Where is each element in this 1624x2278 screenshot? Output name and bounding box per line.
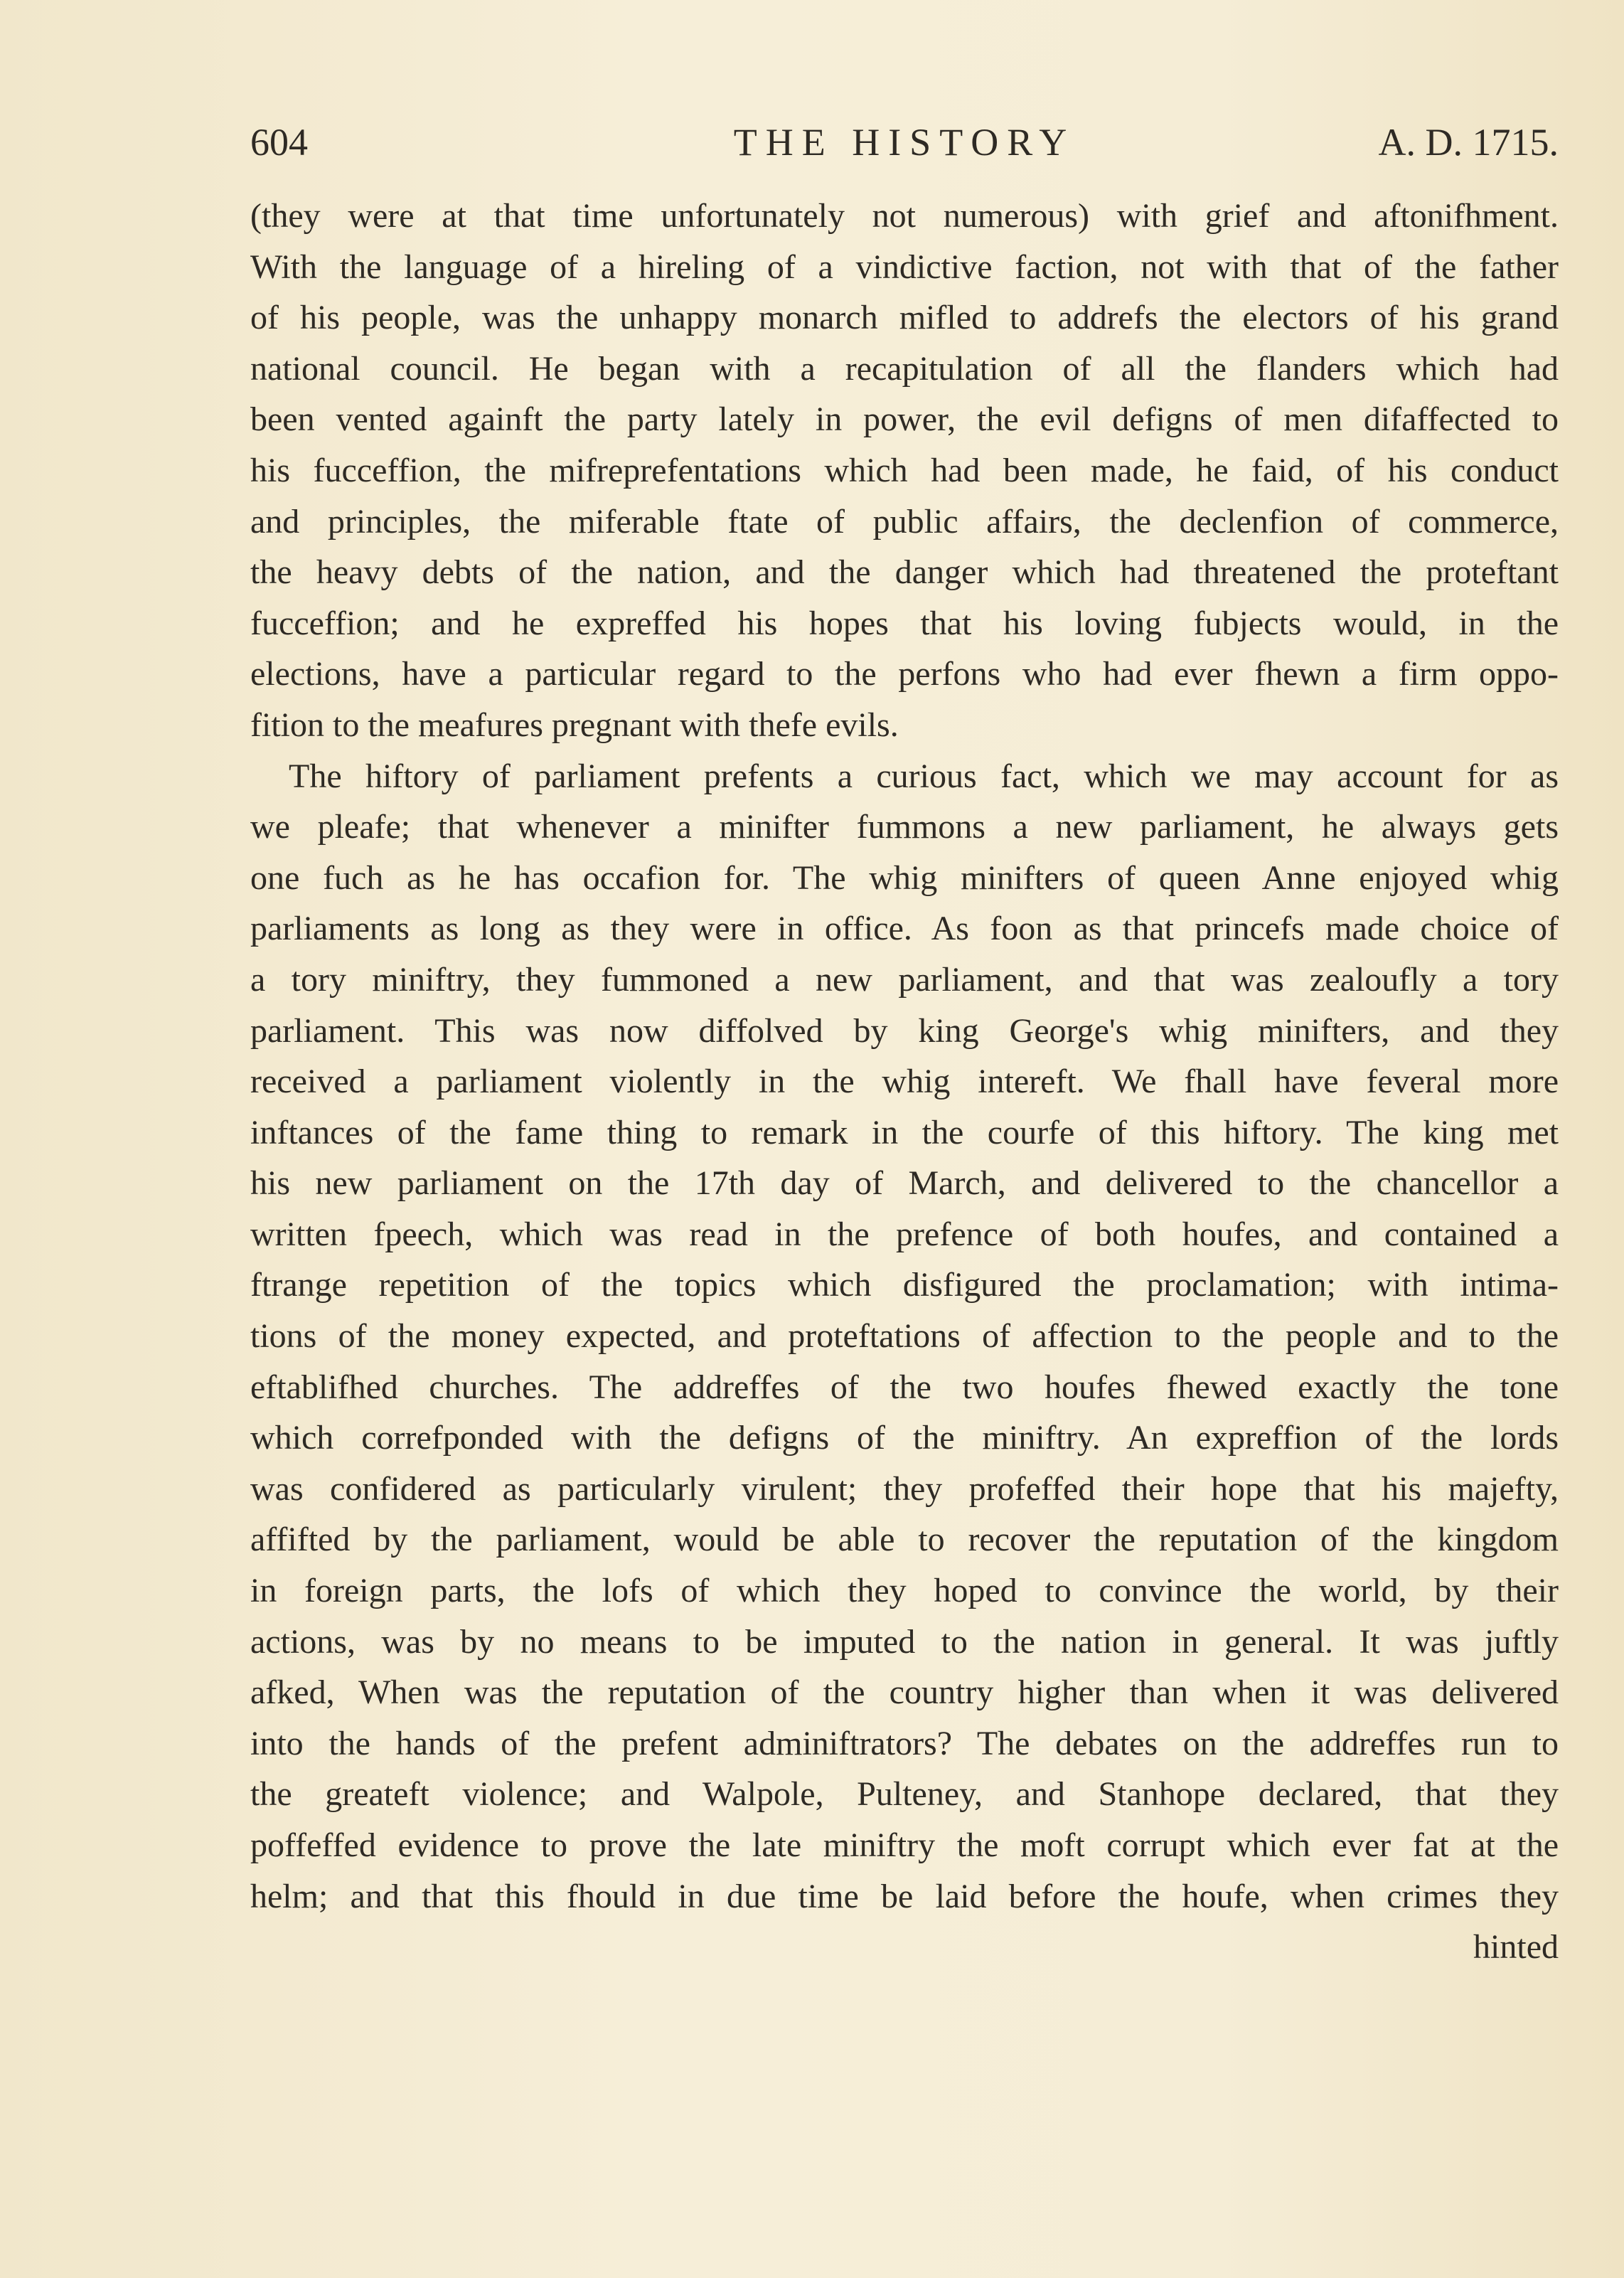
text-line: inftances of the fame thing to remark in the courfe of this hiftory. The king met [250,1113,1559,1151]
text-line: and principles, the miferable ftate of public affairs, the declenfion of commerce, [250,502,1559,541]
text-line: was confidered as particularly virulent; they profeffed their hope that his majefty, [250,1469,1559,1508]
text-line: fucceffion; and he expreffed his hopes that his loving fubjects would, in the [250,604,1559,642]
paragraph-2 [250,751,1559,1922]
paragraph-1 [250,191,1559,751]
text-line: into the hands of the prefent adminiftrators? The debates on the addreffes run to [250,1724,1559,1762]
text-line: affifted by the parliament, would be able to recover the reputation of the kingdom [250,1521,1559,1559]
running-header [250,114,1559,171]
text-line: which correfponded with the defigns of the miniftry. An expreffion of the lords [250,1419,1559,1457]
text-line: in foreign parts, the lofs of which they hoped to convince the world, by their [250,1572,1559,1610]
text-line: helm; and that this fhould in due time be laid before the houfe, when crimes they [250,1877,1559,1915]
text-line: his new parliament on the 17th day of March, and delivered to the chancellor a [250,1164,1559,1203]
text-line: written fpeech, which was read in the prefence of both houfes, and contained a [250,1215,1559,1253]
text-line: received a parliament violently in the whig intereft. We fhall have feveral more [250,1063,1559,1101]
text-line: elections, have a particular regard to the perfons who had ever fhewn a firm oppo- [250,655,1559,693]
page-number: 604 [250,121,308,164]
text-line: afked, When was the reputation of the country higher than when it was delivered [250,1673,1559,1712]
catchword: hinted [1473,1928,1559,1966]
year-marker: A. D. 1715. [1378,121,1559,164]
body-text [250,191,1559,1973]
text-line: (they were at that time unfortunately not numerous) with grief and aftonifhment. [250,197,1559,235]
text-line: actions, was by no means to be imputed to the nation in general. It was juftly [250,1622,1559,1661]
running-title: THE HISTORY [733,121,1076,164]
text-line: his fucceffion, the mifreprefentations which had been made, he faid, of his conduct [250,451,1559,489]
text-line: parliaments as long as they were in office. As foon as that princefs made choice of [250,910,1559,948]
text-line: parliament. This was now diffolved by king George's whig minifters, and they [250,1011,1559,1050]
text-line: ftrange repetition of the topics which disfigured the proclamation; with intima- [250,1266,1559,1304]
text-line: national council. He began with a recapitulation of all the flanders which had [250,349,1559,388]
text-line: fition to the meafures pregnant with thefe evils. [250,706,899,744]
text-line: one fuch as he has occafion for. The whig minifters of queen Anne enjoyed whig [250,858,1559,897]
text-line: With the language of a hireling of a vindictive faction, not with that of the father [250,248,1559,286]
text-line: The hiftory of parliament prefents a curious fact, which we may account for as [289,757,1559,795]
text-line: tions of the money expected, and proteftations of affection to the people and to the [250,1317,1559,1356]
text-line: of his people, was the unhappy monarch mifled to addrefs the electors of his grand [250,299,1559,337]
text-line: we pleafe; that whenever a minifter fummons a new parliament, he always gets [250,808,1559,846]
text-line: eftablifhed churches. The addreffes of the two houfes fhewed exactly the tone [250,1368,1559,1406]
text-line: the heavy debts of the nation, and the danger which had threatened the proteftant [250,553,1559,592]
text-line: been vented againft the party lately in power, the evil defigns of men difaffected to [250,400,1559,439]
text-line: poffeffed evidence to prove the late miniftry the moft corrupt which ever fat at the [250,1826,1559,1864]
text-line: the greateft violence; and Walpole, Pulteney, and Stanhope declared, that they [250,1775,1559,1814]
text-line: a tory miniftry, they fummoned a new parliament, and that was zealoufly a tory [250,960,1559,999]
